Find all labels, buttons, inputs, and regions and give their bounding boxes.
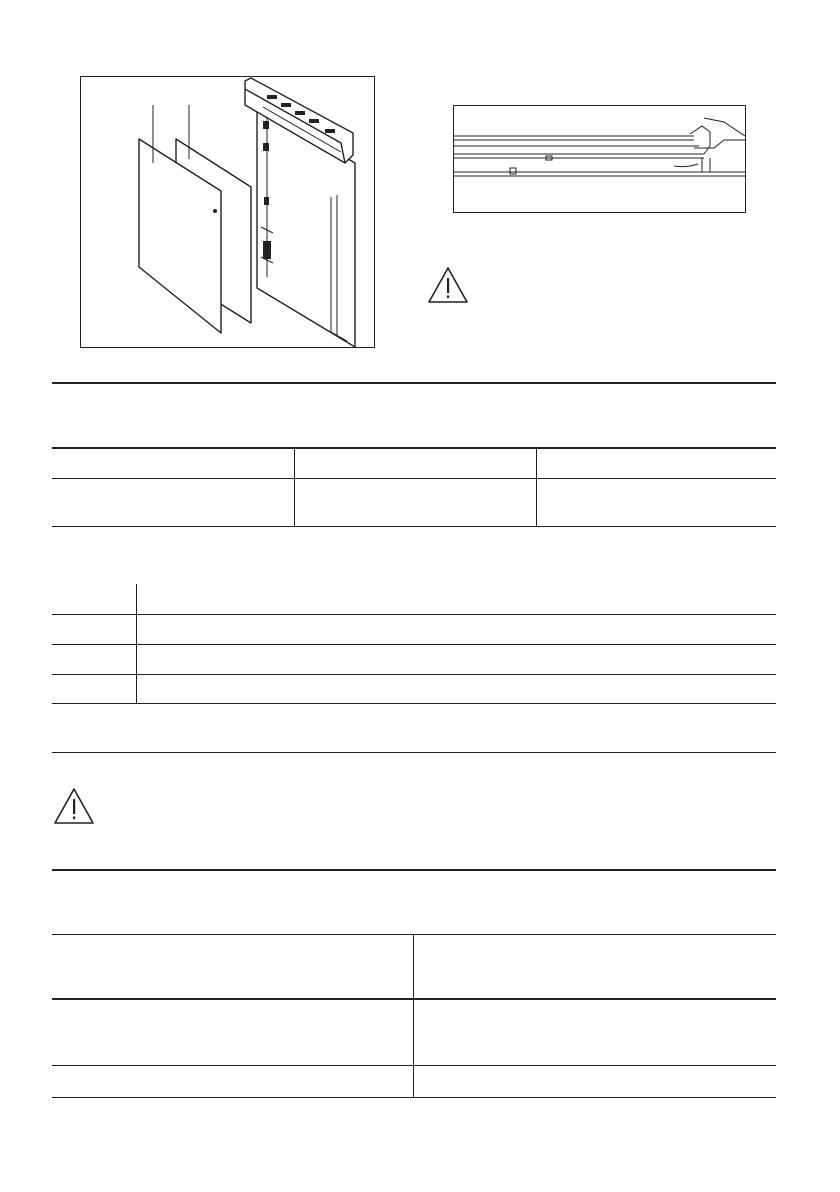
- table-column-divider: [294, 448, 295, 527]
- section-divider: [52, 869, 776, 871]
- section-divider: [52, 382, 776, 384]
- table-bottom-rule: [52, 703, 776, 704]
- door-panels-illustration: [81, 77, 374, 347]
- table-bottom-rule: [52, 1097, 776, 1098]
- table-header-rule: [52, 998, 776, 1000]
- table-column-divider: [536, 448, 537, 527]
- table-row-rule: [52, 674, 776, 675]
- section-divider: [52, 752, 776, 753]
- table-row-rule: [52, 1065, 776, 1066]
- table-column-divider: [413, 935, 414, 1097]
- table-header-rule: [52, 447, 776, 449]
- table-row-rule: [52, 478, 776, 479]
- table-row-rule: [52, 614, 776, 615]
- door-panels-figure: [80, 76, 375, 348]
- table-bottom-rule: [52, 526, 776, 527]
- table-top-rule: [52, 934, 776, 935]
- warning-triangle-icon: [53, 787, 95, 825]
- table-row-rule: [52, 644, 776, 645]
- rail-detail-illustration: [454, 106, 745, 212]
- warning-triangle-icon: [427, 266, 469, 304]
- rail-detail-figure: [453, 105, 746, 213]
